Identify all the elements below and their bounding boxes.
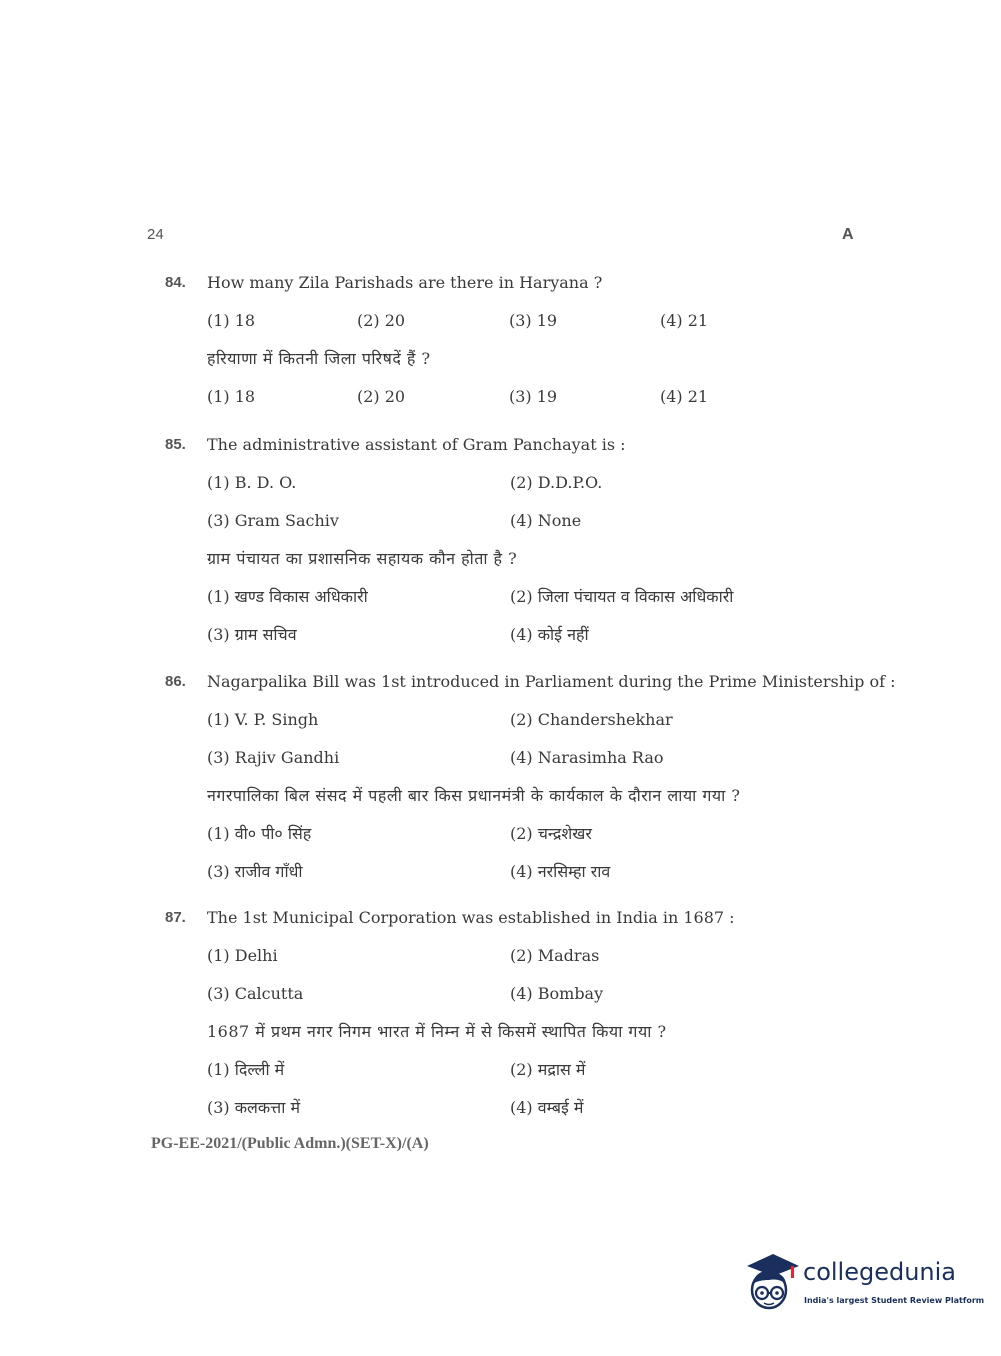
mascot-logo-icon <box>743 1250 801 1312</box>
question-number: 86. <box>165 673 186 690</box>
option-1-en: (1) B. D. O. <box>207 473 297 492</box>
brand-name: collegedunia <box>803 1258 957 1286</box>
option-4-en: (4) 21 <box>660 311 709 330</box>
options-hi <box>165 861 865 899</box>
option-1-hi: (1) 18 <box>207 387 256 406</box>
option-1-hi: (1) खण्ड विकास अधिकारी <box>207 587 368 606</box>
question-number: 87. <box>165 909 186 926</box>
options-en <box>165 310 865 348</box>
option-2-en: (2) D.D.P.O. <box>510 473 603 492</box>
question-text-hi: 1687 में प्रथम नगर निगम भारत में निम्न में से किसमें स्थापित किया गया ? <box>207 1022 667 1041</box>
question-text-en: The 1st Municipal Corporation was established in India in 1687 : <box>207 908 735 927</box>
option-2-hi: (2) मद्रास में <box>510 1060 586 1079</box>
options-hi <box>165 586 865 624</box>
option-2-hi: (2) चन्द्रशेखर <box>510 824 592 843</box>
question-86 <box>165 671 896 899</box>
question-87 <box>165 907 865 1135</box>
question-text-hi: ग्राम पंचायत का प्रशासनिक सहायक कौन होता है ? <box>207 549 518 568</box>
option-4-hi: (4) 21 <box>660 387 709 406</box>
option-2-hi: (2) 20 <box>357 387 406 406</box>
option-4-hi: (4) कोई नहीं <box>510 625 589 644</box>
option-3-en: (3) Calcutta <box>207 984 304 1003</box>
option-2-en: (2) 20 <box>357 311 406 330</box>
question-text-hi: नगरपालिका बिल संसद में पहली बार किस प्रधानमंत्री के कार्यकाल के दौरान लाया गया ? <box>207 786 741 805</box>
options-hi <box>165 823 865 861</box>
options-en <box>165 747 865 785</box>
option-1-en: (1) Delhi <box>207 946 278 965</box>
options-en <box>165 945 865 983</box>
options-en <box>165 510 865 548</box>
question-text-en: How many Zila Parishads are there in Haryana ? <box>207 273 603 292</box>
question-text-hi: हरियाणा में कितनी जिला परिषदें हैं ? <box>207 349 431 368</box>
option-2-en: (2) Chandershekhar <box>510 710 673 729</box>
option-3-en: (3) Gram Sachiv <box>207 511 339 530</box>
brand-tagline: India's largest Student Review Platform <box>804 1296 985 1305</box>
option-1-hi: (1) दिल्ली में <box>207 1060 285 1079</box>
option-2-hi: (2) जिला पंचायत व विकास अधिकारी <box>510 587 734 606</box>
question-text-en: Nagarpalika Bill was 1st introduced in Parliament during the Prime Ministership of : <box>207 672 896 691</box>
options-en <box>165 983 865 1021</box>
question-84 <box>165 272 865 424</box>
options-hi <box>165 386 865 424</box>
option-4-en: (4) None <box>510 511 582 530</box>
question-text-en: The administrative assistant of Gram Panchayat is : <box>207 435 626 454</box>
option-3-hi: (3) 19 <box>509 387 558 406</box>
option-1-hi: (1) वी० पी० सिंह <box>207 824 312 843</box>
options-en <box>165 709 865 747</box>
option-4-en: (4) Bombay <box>510 984 604 1003</box>
question-number: 84. <box>165 274 186 291</box>
option-4-hi: (4) नरसिम्हा राव <box>510 862 611 881</box>
options-hi <box>165 624 865 662</box>
option-3-en: (3) 19 <box>509 311 558 330</box>
options-en <box>165 472 865 510</box>
page-number: 24 <box>147 226 164 243</box>
option-4-en: (4) Narasimha Rao <box>510 748 664 767</box>
option-4-hi: (4) वम्बई में <box>510 1098 584 1117</box>
option-3-en: (3) Rajiv Gandhi <box>207 748 340 767</box>
set-letter: A <box>842 226 854 243</box>
question-85 <box>165 434 865 662</box>
options-hi <box>165 1097 865 1135</box>
brand-watermark <box>743 1250 985 1320</box>
option-1-en: (1) V. P. Singh <box>207 710 319 729</box>
option-2-en: (2) Madras <box>510 946 600 965</box>
paper-code: PG-EE-2021/(Public Admn.)(SET-X)/(A) <box>151 1135 429 1152</box>
option-3-hi: (3) राजीव गाँधी <box>207 862 303 881</box>
option-1-en: (1) 18 <box>207 311 256 330</box>
options-hi <box>165 1059 865 1097</box>
option-3-hi: (3) कलकत्ता में <box>207 1098 301 1117</box>
question-number: 85. <box>165 436 186 453</box>
option-3-hi: (3) ग्राम सचिव <box>207 625 297 644</box>
